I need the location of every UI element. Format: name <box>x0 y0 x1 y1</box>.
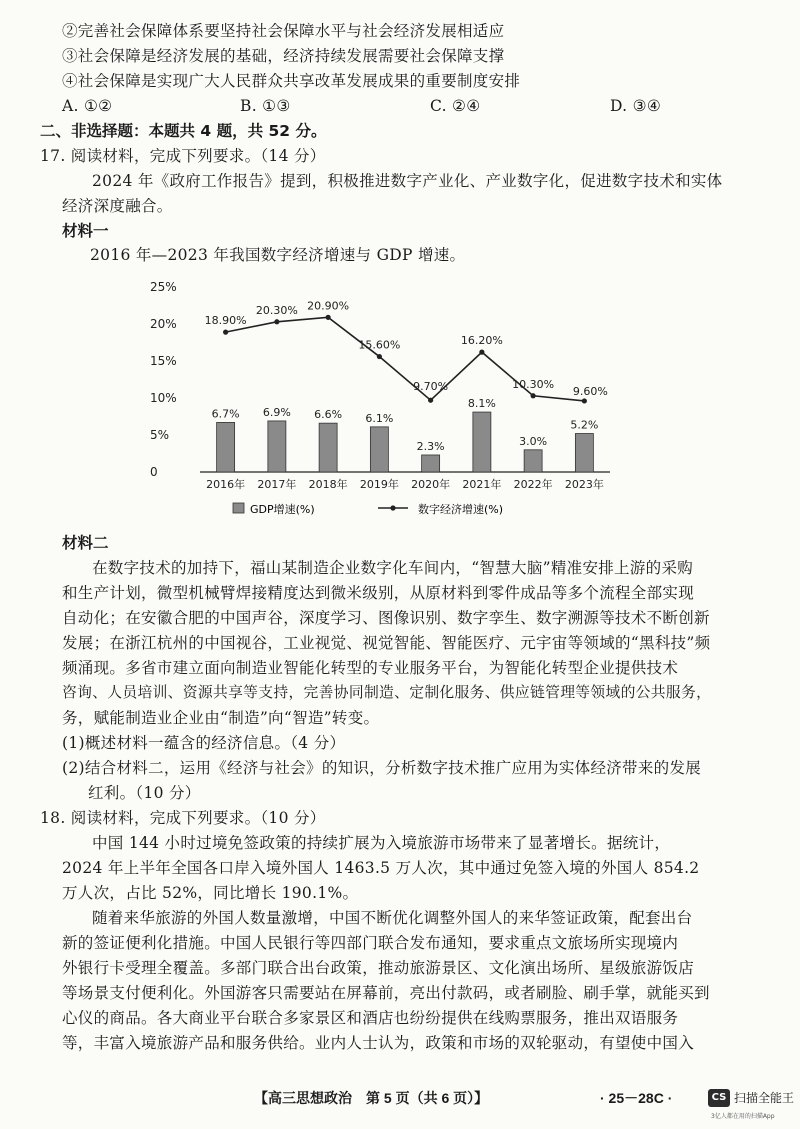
material2-label: 材料二 <box>62 534 109 552</box>
digital-economy-point <box>326 315 331 320</box>
material2-line: 在数字技术的加持下，福山某制造企业数字化车间内，“智慧大脑”精准安排上游的采购 <box>92 559 694 577</box>
gdp-bar <box>217 422 235 472</box>
digital-economy-label: 20.30% <box>255 303 298 317</box>
legend-digital-label: 数字经济增速(%) <box>418 503 504 516</box>
digital-economy-point <box>223 330 228 335</box>
choice-a: A. ①② <box>62 97 113 115</box>
material2-line: 务，赋能制造业企业由“制造”向“智造”转变。 <box>62 709 380 727</box>
material2-line: 咨询、人员培训、资源共享等支持，完善协同制造、定制化服务、供应链管理等领域的公共服务， <box>62 684 712 701</box>
gdp-bar-label: 5.2% <box>570 418 599 432</box>
growth-chart <box>130 270 630 520</box>
digital-economy-label: 9.70% <box>413 380 449 394</box>
x-tick-label: 2016年 <box>206 478 246 491</box>
legend-gdp-swatch <box>233 503 244 513</box>
digital-economy-point <box>531 393 536 398</box>
q17-title: 17. 阅读材料，完成下列要求。（14 分） <box>40 147 326 165</box>
q18-line: 等，丰富入境旅游产品和服务供给。业内人士认为，政策和市场的双轮驱动，有望使中国入 <box>62 1034 695 1052</box>
x-tick-label: 2018年 <box>308 478 348 491</box>
q18-line: 心仪的商品。各大商业平台联合多家景区和酒店也纷纷提供在线购票服务，推出双语服务 <box>62 1009 679 1027</box>
y-tick-label: 10% <box>150 391 177 405</box>
y-tick-label: 20% <box>150 317 177 331</box>
legend-digital-marker <box>390 505 395 510</box>
paper-code: · 25－28C · <box>600 1090 673 1106</box>
material2-line: 发展；在浙江杭州的中国视谷，工业视觉、视觉智能、智能医疗、元宇宙等领域的“黑科技”频 <box>62 634 711 652</box>
digital-economy-point <box>428 398 433 403</box>
material2-line: 和生产计划，微型机械臂焊接精度达到微米级别，从原材料到零件成品等多个流程全部实现 <box>62 584 695 602</box>
gdp-bar-label: 3.0% <box>519 434 548 448</box>
x-tick-label: 2022年 <box>513 478 553 491</box>
q17-intro-2: 经济深度融合。 <box>62 197 173 215</box>
digital-economy-label: 16.20% <box>460 334 503 348</box>
digital-economy-label: 9.60% <box>572 384 608 398</box>
gdp-bar-label: 6.6% <box>314 408 343 422</box>
gdp-bar-label: 6.1% <box>365 411 394 425</box>
q18-line: 随着来华旅游的外国人数量激增，中国不断优化调整外国人的来华签证政策，配套出台 <box>92 909 693 927</box>
q18-line: 2024 年上半年全国各口岸入境外国人 1463.5 万人次，其中通过免签入境的外国人 854.2 <box>62 859 700 877</box>
digital-economy-label: 20.90% <box>307 299 350 313</box>
camscanner-name: 扫描全能王 <box>734 1091 795 1105</box>
q18-line: 万人次，占比 52%，同比增长 190.1%。 <box>62 884 359 902</box>
gdp-bar <box>268 421 286 472</box>
y-tick-label: 0 <box>150 465 158 479</box>
q17-intro-1: 2024 年《政府工作报告》提到，积极推进数字产业化、产业数字化，促进数字技术和实体 <box>92 172 723 190</box>
choice-c: C. ②④ <box>430 97 481 115</box>
material2-line: 频涌现。多省市建立面向制造业智能化转型的专业服务平台，为智能化转型企业提供技术 <box>62 659 679 677</box>
y-tick-label: 25% <box>150 280 177 294</box>
gdp-bar <box>370 427 388 472</box>
y-tick-label: 5% <box>150 428 170 442</box>
digital-economy-point <box>377 354 382 359</box>
gdp-bar-label: 2.3% <box>416 439 445 453</box>
x-tick-label: 2021年 <box>462 478 502 491</box>
material1-label: 材料一 <box>62 222 109 240</box>
q17-sub1: (1)概述材料一蕴含的经济信息。（4 分） <box>62 734 346 752</box>
option-3: ③社会保障是经济发展的基础，经济持续发展需要社会保障支撑 <box>62 47 505 65</box>
q18-line: 等场景支付便利化。外国游客只需要站在屏幕前，亮出付款码，或者刷脸、刷手掌，就能买到 <box>62 984 710 1002</box>
q18-title: 18. 阅读材料，完成下列要求。（10 分） <box>40 809 326 827</box>
gdp-bar-label: 6.9% <box>262 405 291 419</box>
section-title: 二、非选择题：本题共 4 题，共 52 分。 <box>40 122 327 140</box>
digital-economy-label: 10.30% <box>512 377 555 391</box>
q18-line: 外银行卡受理全覆盖。多部门联合出台政策，推动旅游景区、文化演出场所、星级旅游饭店 <box>62 959 695 977</box>
digital-economy-point <box>479 350 484 355</box>
gdp-bar <box>575 434 593 472</box>
x-tick-label: 2023年 <box>564 478 604 491</box>
camscanner-logo: CS <box>708 1089 730 1107</box>
q17-sub2-line1: (2)结合材料二，运用《经济与社会》的知识，分析数字技术推广应用为实体经济带来的发展 <box>62 759 702 777</box>
material2-line: 自动化；在安徽合肥的中国声谷，深度学习、图像识别、数字孪生、数字溯源等技术不断创新 <box>62 609 710 627</box>
camscanner-tagline: 3亿人都在用的扫描App <box>711 1113 775 1120</box>
digital-economy-point <box>582 398 587 403</box>
gdp-bar <box>473 412 491 472</box>
option-4: ④社会保障是实现广大人民群众共享改革发展成果的重要制度安排 <box>62 72 521 90</box>
x-tick-label: 2019年 <box>359 478 399 491</box>
page-footer: 【高三思想政治 第 5 页（共 6 页）】 <box>254 1090 489 1106</box>
q18-line: 新的签证便利化措施。中国人民银行等四部门联合发布通知，要求重点文旅场所实现境内 <box>62 934 679 952</box>
digital-economy-label: 15.60% <box>358 338 401 352</box>
q18-line: 中国 144 小时过境免签政策的持续扩展为入境旅游市场带来了显著增长。据统计， <box>92 834 671 852</box>
digital-economy-label: 18.90% <box>204 314 247 328</box>
choice-b: B. ①③ <box>240 97 291 115</box>
chart-caption: 2016 年—2023 年我国数字经济增速与 GDP 增速。 <box>90 246 466 264</box>
gdp-bar <box>524 450 542 472</box>
y-tick-label: 15% <box>150 354 177 368</box>
q17-sub2-line2: 红利。（10 分） <box>88 784 201 802</box>
gdp-bar <box>422 455 440 472</box>
legend-gdp-label: GDP增速(%) <box>250 503 315 516</box>
gdp-bar <box>319 423 337 472</box>
option-2: ②完善社会保障体系要坚持社会保障水平与社会经济发展相适应 <box>62 22 505 40</box>
gdp-bar-label: 8.1% <box>467 397 496 411</box>
gdp-bar-label: 6.7% <box>211 407 240 421</box>
x-tick-label: 2020年 <box>411 478 451 491</box>
digital-economy-point <box>274 319 279 324</box>
x-tick-label: 2017年 <box>257 478 297 491</box>
choice-d: D. ③④ <box>610 97 662 115</box>
